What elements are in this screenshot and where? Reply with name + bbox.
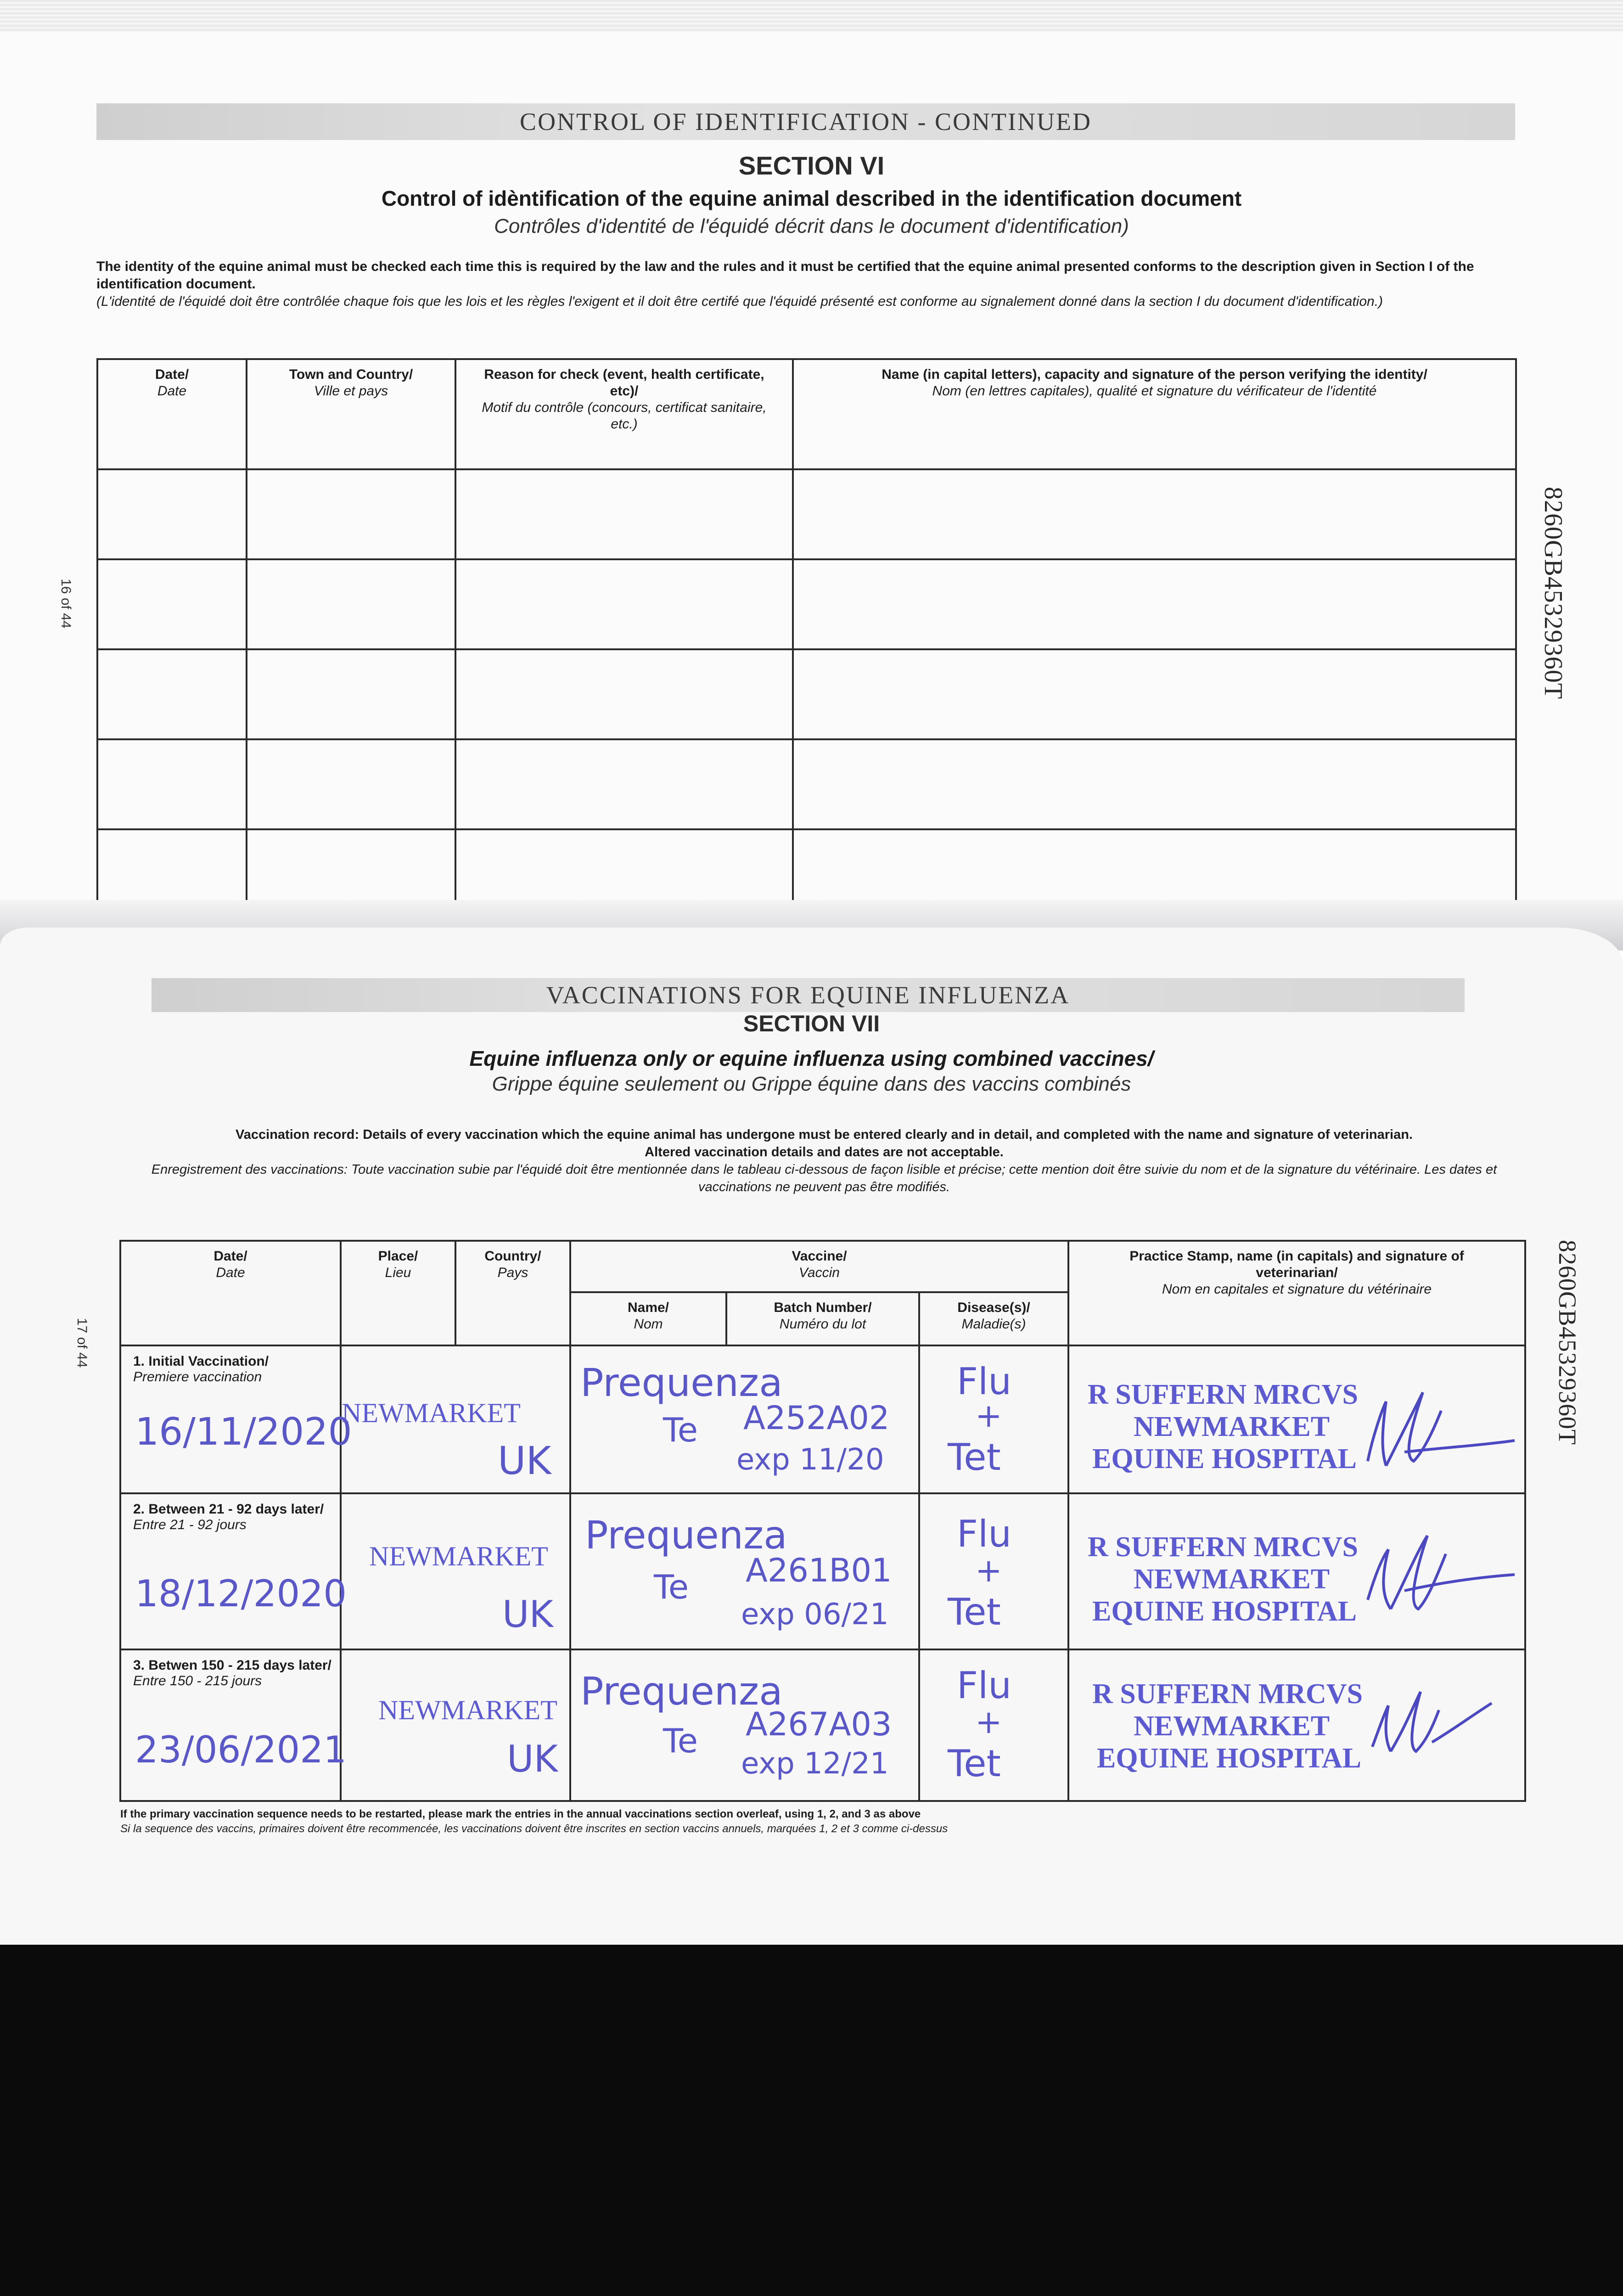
check-cell — [247, 739, 455, 829]
row-place-country-cell — [341, 1345, 570, 1493]
check-cell — [793, 469, 1516, 559]
check-cell — [97, 649, 247, 739]
handwritten-date: 18/12/2020 — [135, 1572, 347, 1615]
handwritten-expiry: exp 11/20 — [736, 1443, 884, 1477]
row-name-batch-cell — [570, 1345, 919, 1493]
section6-subtitle-en: Control of idèntification of the equine animal described in the identification document — [381, 186, 1242, 210]
footer-note — [120, 1807, 1521, 1836]
header-reason: Reason for check (event, health certificate, etc)/ Motif du contrôle (concours, certificat sanitaire, etc.) — [455, 359, 793, 469]
header-town-country: Town and Country/ Ville et pays — [247, 359, 455, 469]
row-name-batch-cell — [570, 1493, 919, 1649]
section7-instructions — [124, 1126, 1524, 1196]
header-date: Date/ Date — [97, 359, 247, 469]
handwritten-disease-2: Tet — [948, 1436, 1001, 1479]
handwritten-vaccine-name-suffix: Te — [654, 1568, 689, 1606]
vaccination-row-3 — [120, 1649, 1525, 1801]
page-number-16: 16 of 44 — [58, 579, 73, 629]
section6-para-fr: (L'identité de l'équidé doit être contrôlée chaque fois que les lois et les règles l'exigent et il doit être certifé que l'équidé présenté est conforme au signalement donné dans la section I du document d'identification.) — [96, 294, 1383, 309]
handwritten-date: 23/06/2021 — [135, 1728, 347, 1771]
identity-check-table — [96, 358, 1517, 917]
row-date-cell: 3. Betwen 150 - 215 days later/ Entre 150 - 215 jours 23/06/2021 — [120, 1649, 341, 1801]
handwritten-plus: + — [975, 1703, 1002, 1741]
row-place-country-cell — [341, 1649, 570, 1801]
check-cell — [793, 739, 1516, 829]
row-name-batch-cell — [570, 1649, 919, 1801]
footer-note-en: If the primary vaccination sequence needs to be restarted, please mark the entries in the annual vaccinations section overleaf, using 1, 2, and 3 as above — [120, 1808, 921, 1820]
check-cell — [97, 559, 247, 649]
header-name: Name/ Nom — [570, 1292, 726, 1345]
handwritten-expiry: exp 12/21 — [741, 1747, 889, 1781]
vaccination-row-2 — [120, 1493, 1525, 1649]
handwritten-vaccine-name: Prequenza — [580, 1669, 783, 1714]
vet-signature-3 — [1363, 1678, 1510, 1779]
handwritten-batch: A252A02 — [743, 1399, 890, 1437]
handwritten-disease-1: Flu — [957, 1360, 1011, 1403]
record-label: Vaccination record: — [236, 1127, 359, 1142]
handwritten-vaccine-name-suffix: Te — [663, 1722, 698, 1760]
vet-stamp-line-1: R SUFFERN MRCVS — [1092, 1678, 1363, 1710]
section7-title: SECTION VII — [743, 1011, 880, 1036]
vet-stamp-line-3: EQUINE HOSPITAL — [1092, 1596, 1357, 1627]
place-stamp: NEWMARKET — [378, 1695, 557, 1725]
footer-note-fr: Si la sequence des vaccins, primaires doivent être recommencée, les vaccinations doivent être inscrites en section vaccins annuels, marquées 1, 2 et 3 comme ci-dessus — [120, 1823, 948, 1835]
lower-page — [0, 928, 1623, 1952]
header-date: Date/ Date — [120, 1241, 341, 1345]
header-stamp: Practice Stamp, name (in capitals) and signature of veterinarian/ Nom en capitales et signature du vétérinaire — [1068, 1241, 1525, 1345]
check-cell — [455, 649, 793, 739]
section7-subtitle-en: Equine influenza only or equine influenza using combined vaccines/ — [469, 1047, 1154, 1070]
vet-stamp-line-2: NEWMARKET — [1134, 1564, 1330, 1595]
page-number-17: 17 of 44 — [74, 1318, 90, 1368]
vaccination-table — [119, 1240, 1526, 1802]
record-text: Details of every vaccination which the equine animal has undergone must be entered clearly and in detail, and completed with the name and signature of veterinarian. — [363, 1127, 1413, 1142]
check-cell — [247, 559, 455, 649]
scan-edge — [0, 0, 1623, 32]
section6-para-en: The identity of the equine animal must be checked each time this is required by the law and the rules and it must be certified that the equine animal presented conforms to the description given in Section I of the identification document. — [96, 259, 1474, 292]
record-text-fr: Toute vaccination subie par l'équidé doit être mentionnée dans le tableau ci-dessous de façon lisible et précise; cette mention doit être suivie du nom et de la signature du vétérinaire. Les dates et vaccinations ne peuvent pas être modifiés. — [351, 1162, 1497, 1194]
check-cell — [247, 469, 455, 559]
check-cell — [793, 559, 1516, 649]
vet-stamp-line-1: R SUFFERN MRCVS — [1088, 1379, 1359, 1410]
section6-banner: CONTROL OF IDENTIFICATION - CONTINUED — [96, 103, 1515, 140]
row-place-country-cell — [341, 1493, 570, 1649]
document-id-upper: 8260GB45329360T — [1539, 487, 1567, 699]
row-disease-cell — [919, 1493, 1068, 1649]
scanner-background — [0, 1945, 1623, 2296]
handwritten-disease-2: Tet — [948, 1742, 1001, 1785]
header-country: Country/ Pays — [455, 1241, 570, 1345]
handwritten-date: 16/11/2020 — [135, 1410, 352, 1454]
handwritten-country: UK — [507, 1738, 558, 1780]
section6-subtitle-fr: Contrôles d'identité de l'équidé décrit dans le document d'identification) — [494, 215, 1129, 237]
check-cell — [455, 739, 793, 829]
check-cell — [97, 469, 247, 559]
check-cell — [455, 559, 793, 649]
handwritten-plus: + — [975, 1397, 1002, 1435]
check-cell — [97, 739, 247, 829]
handwritten-disease-1: Flu — [957, 1664, 1011, 1707]
section6-title: SECTION VI — [738, 151, 885, 180]
header-batch: Batch Number/ Numéro du lot — [726, 1292, 919, 1345]
section7-subtitle-fr: Grippe équine seulement ou Grippe équine dans des vaccins combinés — [492, 1073, 1131, 1095]
handwritten-vaccine-name: Prequenza — [580, 1360, 783, 1405]
vet-stamp-line-3: EQUINE HOSPITAL — [1092, 1443, 1357, 1474]
handwritten-expiry: exp 06/21 — [741, 1598, 889, 1632]
upper-page — [0, 0, 1623, 946]
handwritten-disease-2: Tet — [948, 1591, 1001, 1633]
handwritten-batch: A261B01 — [746, 1552, 892, 1589]
handwritten-country: UK — [502, 1593, 554, 1636]
row-stamp-cell — [1068, 1649, 1525, 1801]
handwritten-vaccine-name: Prequenza — [585, 1513, 787, 1558]
row-disease-cell — [919, 1649, 1068, 1801]
place-stamp: NEWMARKET — [342, 1398, 521, 1428]
header-disease: Disease(s)/ Maladie(s) — [919, 1292, 1068, 1345]
header-vaccine: Vaccine/ Vaccin — [570, 1241, 1068, 1292]
vet-stamp-line-3: EQUINE HOSPITAL — [1097, 1743, 1361, 1774]
vet-signature-2 — [1354, 1526, 1519, 1637]
handwritten-batch: A267A03 — [746, 1705, 892, 1743]
document-id-lower: 8260GB45329360T — [1554, 1240, 1581, 1445]
handwritten-disease-1: Flu — [957, 1513, 1011, 1555]
check-cell — [247, 649, 455, 739]
vet-stamp-line-2: NEWMARKET — [1134, 1711, 1330, 1742]
row-stamp-cell — [1068, 1345, 1525, 1493]
record-label-fr: Enregistrement des vaccinations: — [151, 1162, 348, 1177]
record-text-2: Altered vaccination details and dates are not acceptable. — [645, 1145, 1004, 1159]
vaccination-row-1 — [120, 1345, 1525, 1493]
row-date-cell: 1. Initial Vaccination/ Premiere vaccination 16/11/2020 — [120, 1345, 341, 1493]
row-stamp-cell — [1068, 1493, 1525, 1649]
header-place: Place/ Lieu — [341, 1241, 455, 1345]
check-cell — [793, 649, 1516, 739]
row-date-cell: 2. Between 21 - 92 days later/ Entre 21 - 92 jours 18/12/2020 — [120, 1493, 341, 1649]
header-verifier: Name (in capital letters), capacity and signature of the person verifying the identity/ Nom (en lettres capitales), qualité et signature du vérificateur de l'identité — [793, 359, 1516, 469]
section7-banner: VACCINATIONS FOR EQUINE INFLUENZA — [152, 978, 1465, 1012]
handwritten-plus: + — [975, 1552, 1002, 1589]
section6-instructions — [96, 258, 1511, 310]
handwritten-country: UK — [498, 1438, 551, 1483]
vet-stamp-line-1: R SUFFERN MRCVS — [1088, 1531, 1359, 1563]
row-disease-cell — [919, 1345, 1068, 1493]
place-stamp: NEWMARKET — [369, 1541, 548, 1571]
vet-signature-1 — [1354, 1383, 1519, 1484]
check-cell — [455, 469, 793, 559]
handwritten-vaccine-name-suffix: Te — [663, 1411, 698, 1449]
vet-stamp-line-2: NEWMARKET — [1134, 1411, 1330, 1442]
